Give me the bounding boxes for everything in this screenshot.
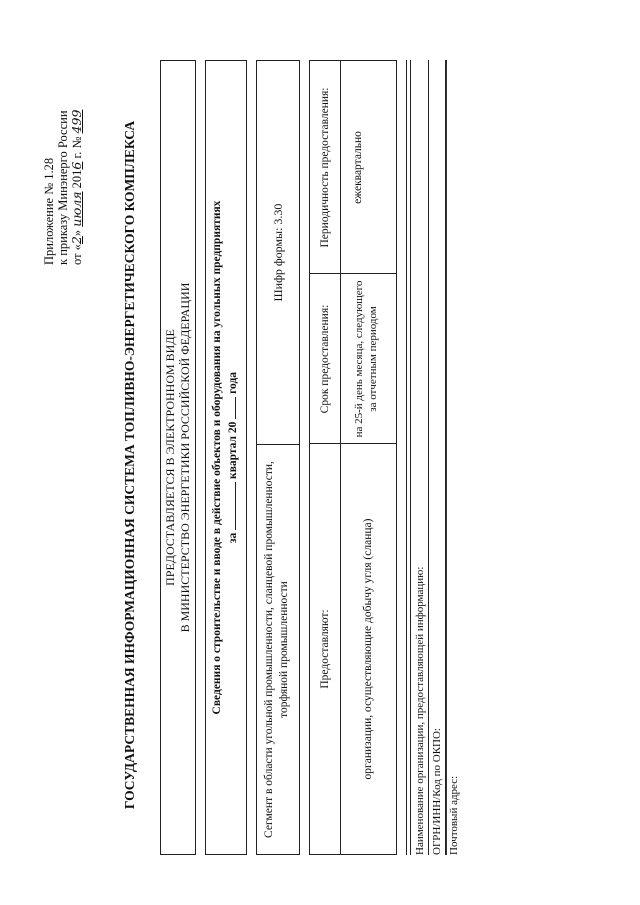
submit-table — [309, 60, 397, 855]
submission-line-2: В МИНИСТЕРСТВО ЭНЕРГЕТИКИ РОССИЙСКОЙ ФЕДЕРАЦИИ — [178, 282, 192, 633]
header-frequency: Периодичность предоставления: — [319, 87, 331, 248]
submission-line-1: ПРЕДОСТАВЛЯЕТСЯ В ЭЛЕКТРОННОМ ВИДЕ — [163, 329, 177, 586]
appendix-block — [42, 25, 84, 265]
handwritten-year: 6 — [69, 161, 84, 170]
report-title: Сведения о строительстве и вводе в действие объектов и оборудования на угольных предприятиях — [211, 200, 223, 715]
info-fields — [406, 60, 462, 855]
report-box — [205, 60, 247, 855]
handwritten-day: 2 — [69, 236, 84, 245]
report-period: за квартал 20 года — [227, 371, 239, 544]
handwritten-month: июля — [69, 191, 84, 227]
appendix-order: к приказу Минэнерго России — [56, 110, 70, 265]
appendix-date: от «2» июля 2016 г. № 499 — [69, 109, 84, 265]
form-code: Шифр формы: 3.30 — [271, 203, 285, 302]
page-title: ГОСУДАРСТВЕННАЯ ИНФОРМАЦИОННАЯ СИСТЕМА ТОПЛИВНО-ЭНЕРГЕТИЧЕСКОГО КОМПЛЕКСА — [122, 120, 137, 810]
info-bottom-rule — [446, 60, 447, 855]
handwritten-number: 499 — [69, 109, 84, 134]
appendix-number: Приложение № 1.28 — [42, 157, 56, 265]
submission-box — [160, 60, 196, 855]
cell-provides: организации, осуществляющие добычу угля (сланца) — [362, 518, 374, 780]
field-postal-address: Почтовый адрес: — [448, 775, 460, 855]
cell-deadline: на 25-й день месяца, следующего за отчетным периодом — [353, 280, 379, 438]
segment-box — [256, 60, 300, 855]
field-organization-name: Наименование организации, предоставляющей информацию: — [412, 60, 429, 855]
field-ogrn-inn: ОГРН/ИНН/Код по ОКПО: — [429, 60, 446, 855]
header-deadline: Срок предоставления: — [319, 304, 331, 414]
header-provides: Предоставляют: — [319, 609, 331, 689]
cell-frequency: ежеквартально — [352, 131, 364, 204]
segment-label: Сегмент в области угольной промышленности, сланцевой промышленности, торфяной промышленности — [257, 444, 299, 854]
